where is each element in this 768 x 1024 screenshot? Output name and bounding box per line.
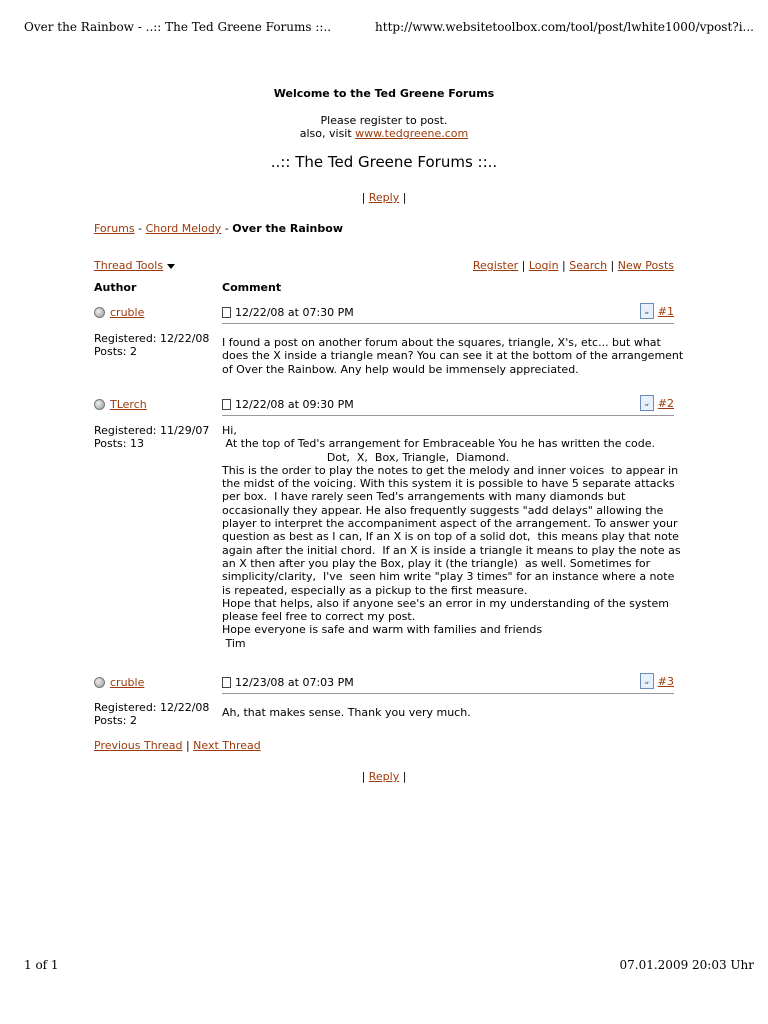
post-text-line: question as best as I can, If an X is on top of a solid dot, this means play that note — [222, 530, 679, 544]
next-thread-link[interactable]: Next Thread — [193, 739, 261, 752]
post-body — [222, 424, 682, 650]
post-text-line: Hi, — [222, 424, 237, 437]
print-timestamp: 07.01.2009 20:03 Uhr — [619, 958, 754, 972]
login-link[interactable]: Login — [528, 259, 559, 272]
post-text-line: an X then after you play the Box, play it (the triangle) as well. Sometimes for — [222, 556, 651, 570]
thread-navigation: Previous Thread | Next Thread — [94, 739, 261, 752]
breadcrumb — [94, 222, 343, 235]
print-page-count: 1 of 1 — [24, 958, 59, 972]
register-text: Please register to post. — [320, 114, 448, 127]
post-text-line: At the top of Ted's arrangement for Embraceable You he has written the code. — [222, 437, 656, 451]
new-posts-link[interactable]: New Posts — [617, 259, 674, 272]
post-number-link[interactable]: #2 — [657, 396, 674, 410]
post-text-line: please feel free to correct my post. — [222, 610, 416, 624]
welcome-heading: Welcome to the Ted Greene Forums — [273, 87, 495, 100]
post-text-line: the midst of the voicing. With this system it is possible to have 5 separate attacks — [222, 477, 675, 491]
quote-icon[interactable]: „ — [640, 303, 654, 319]
user-status-dot-icon — [94, 677, 105, 688]
forum-title: ..:: The Ted Greene Forums ::.. — [270, 153, 498, 171]
post-text-line: Dot, X, Box, Triangle, Diamond. — [222, 450, 510, 464]
dropdown-arrow-icon[interactable] — [167, 264, 175, 269]
quote-icon[interactable]: „ — [640, 395, 654, 411]
reply-bar-top: | Reply | — [361, 191, 407, 204]
post-number-link[interactable]: #3 — [657, 674, 674, 688]
post-text-line: player to interpret the accompaniment aspect of the arrangement. To answer your — [222, 517, 678, 531]
print-footer — [24, 958, 754, 972]
registered-date: Registered: 12/22/08 — [94, 701, 210, 714]
post-text-line: Hope that helps, also if anyone see's an error in my understanding of the system — [222, 596, 669, 610]
print-header — [24, 20, 754, 34]
post-date: 12/22/08 at 09:30 PM — [235, 398, 354, 411]
breadcrumb-sep: - — [221, 222, 233, 235]
reply-bar-bottom: | Reply | — [361, 770, 407, 783]
post-text-line: This is the order to play the notes to get the melody and inner voices to appear in — [222, 463, 679, 477]
post-text-line: per box. I have rarely seen Ted's arrangements with many diamonds but — [222, 490, 626, 504]
post-divider — [222, 415, 674, 416]
post-author-link[interactable]: cruble — [110, 306, 145, 319]
visit-line — [0, 127, 768, 140]
post-divider — [222, 693, 674, 694]
post-date: 12/23/08 at 07:03 PM — [235, 676, 354, 689]
post-author-link[interactable]: cruble — [110, 676, 145, 689]
print-page-url: http://www.websitetoolbox.com/tool/post/lwhite1000/vpost?i... — [375, 20, 754, 34]
post-text-line: again after the initial chord. If an X is inside a triangle it means to play the note as — [222, 543, 681, 557]
previous-thread-link[interactable]: Previous Thread — [94, 739, 183, 752]
post-author-link[interactable]: TLerch — [110, 398, 147, 411]
post-number-link[interactable]: #1 — [657, 304, 674, 318]
post-count: Posts: 2 — [94, 714, 137, 727]
post-document-icon — [222, 399, 231, 410]
comment-column-header: Comment — [222, 281, 282, 294]
post-text-line: I found a post on another forum about the squares, triangle, X's, etc... but what — [222, 336, 661, 349]
breadcrumb-current: Over the Rainbow — [232, 222, 343, 235]
post-body — [222, 706, 682, 719]
thread-tools-menu[interactable] — [94, 259, 175, 272]
reply-link-top[interactable]: Reply — [368, 191, 400, 204]
reply-link-bottom[interactable]: Reply — [368, 770, 400, 783]
quote-icon[interactable]: „ — [640, 673, 654, 689]
breadcrumb-category[interactable]: Chord Melody — [145, 222, 222, 235]
print-page-title: Over the Rainbow - ..:: The Ted Greene Forums ::.. — [24, 20, 332, 34]
register-note — [0, 114, 768, 140]
author-column-header: Author — [94, 281, 137, 294]
post-text-line: does the X inside a triangle mean? You can see it at the bottom of the arrangement — [222, 349, 684, 363]
tedgreene-link[interactable]: www.tedgreene.com — [355, 127, 469, 140]
post-text-line: is repeated, especially as a pickup to the first measure. — [222, 583, 528, 597]
post-document-icon — [222, 677, 231, 688]
top-links: Register | Login | Search | New Posts — [472, 259, 674, 272]
author-meta — [94, 332, 209, 358]
post-text-line: Ah, that makes sense. Thank you very much. — [222, 706, 471, 719]
breadcrumb-sep: - — [134, 222, 146, 235]
breadcrumb-forums[interactable]: Forums — [94, 222, 135, 235]
post-count: Posts: 13 — [94, 437, 144, 450]
registered-date: Registered: 12/22/08 — [94, 332, 210, 345]
post-text-line: occasionally they appear. He also frequently suggests "add delays" allowing the — [222, 503, 664, 517]
user-status-dot-icon — [94, 399, 105, 410]
post-text-line: Tim — [222, 636, 246, 650]
search-link[interactable]: Search — [569, 259, 608, 272]
user-status-dot-icon — [94, 307, 105, 318]
post-text-line: of Over the Rainbow. Any help would be immensely appreciated. — [222, 362, 579, 376]
post-text-line: Hope everyone is safe and warm with families and friends — [222, 623, 543, 637]
post-text-line: simplicity/clarity, I've seen him write "play 3 times" for an instance where a note — [222, 570, 675, 584]
author-meta — [94, 701, 209, 727]
register-link[interactable]: Register — [472, 259, 519, 272]
registered-date: Registered: 11/29/07 — [94, 424, 210, 437]
author-meta — [94, 424, 209, 450]
post-body — [222, 336, 682, 376]
visit-prefix: also, visit — [299, 127, 356, 140]
post-document-icon — [222, 307, 231, 318]
post-date: 12/22/08 at 07:30 PM — [235, 306, 354, 319]
post-divider — [222, 323, 674, 324]
post-count: Posts: 2 — [94, 345, 137, 358]
thread-tools-link[interactable]: Thread Tools — [94, 259, 164, 272]
